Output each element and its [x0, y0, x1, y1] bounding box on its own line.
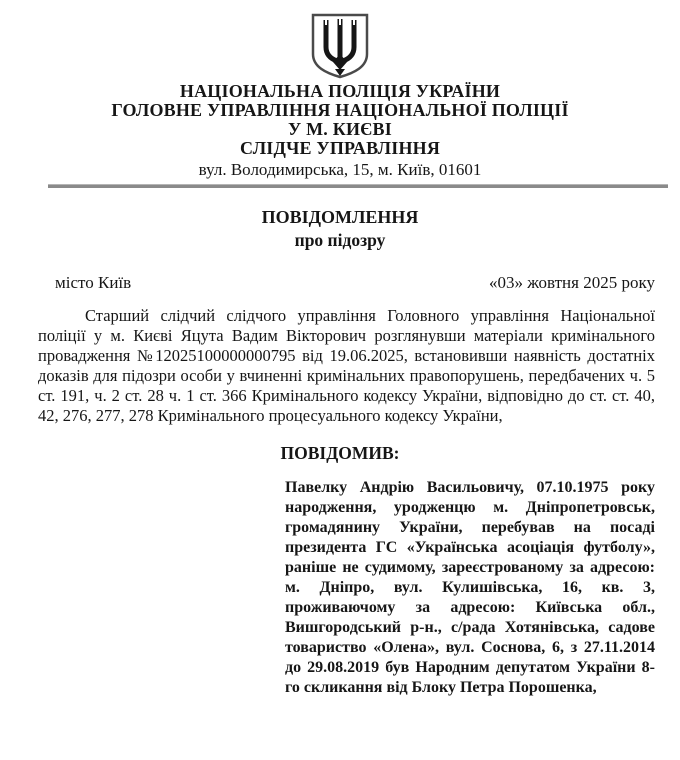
org-name-line-3: У М. КИЄВІ — [288, 119, 392, 139]
notified-heading: ПОВІДОМИВ: — [280, 443, 400, 463]
org-name-line-2: ГОЛОВНЕ УПРАВЛІННЯ НАЦІОНАЛЬНОЇ ПОЛІЦІЇ — [111, 100, 569, 120]
org-address: вул. Володимирська, 15, м. Київ, 01601 — [198, 160, 482, 179]
document-page — [0, 12, 680, 760]
place-label: місто Київ — [55, 273, 132, 292]
org-name-line-1: НАЦІОНАЛЬНА ПОЛІЦІЯ УКРАЇНИ — [179, 81, 501, 101]
suspect-details-block: Павелку Андрію Васильовичу, 07.10.1975 року народження, уродженцю м. Дніпропетровськ, громадянину України, перебував на посаді президента ГС «Українська асоціація футболу», раніше не судимому, зареєстрованому за адресою: м. Дніпро, вул. Кулишівська, 16, кв. 3, проживаючому за адресою: Київська обл., Вишгородський р-н., с/рада Хотянівська, садове товариство «Олена», вул. Соснова, 6, з 27.11.2014 до 29.08.2019 був Народним депутатом України 8-го скликання від Блоку Петра Порошенка, — [285, 479, 655, 696]
place-date-row — [55, 272, 655, 294]
date-label: «03» жовтня 2025 року — [488, 273, 655, 292]
letterhead-divider — [48, 184, 668, 188]
document-title: ПОВІДОМЛЕННЯ — [261, 207, 419, 227]
document-subtitle: про підозру — [294, 230, 386, 250]
title-block — [0, 206, 680, 252]
letterhead — [0, 12, 680, 188]
org-name-line-4: СЛІДЧЕ УПРАВЛІННЯ — [239, 138, 441, 158]
intro-paragraph: Старший слідчий слідчого управління Головного управління Національної поліції у м. Києві Яцута Вадим Вікторович розглянувши матеріали кримінального провадження №12025100000000795 від 19.06.2025, встановивши наявність достатніх доказів для підозри особи у вчиненні кримінальних правопорушень, передбачених ч. 5 ст. 191, ч. 2 ст. 28 ч. 1 ст. 366 Кримінального кодексу України, відповідно до ст. ст. 40, 42, 276, 277, 278 Кримінального процесуального кодексу України, — [38, 306, 655, 425]
ukraine-trident-shield-icon — [309, 12, 371, 80]
